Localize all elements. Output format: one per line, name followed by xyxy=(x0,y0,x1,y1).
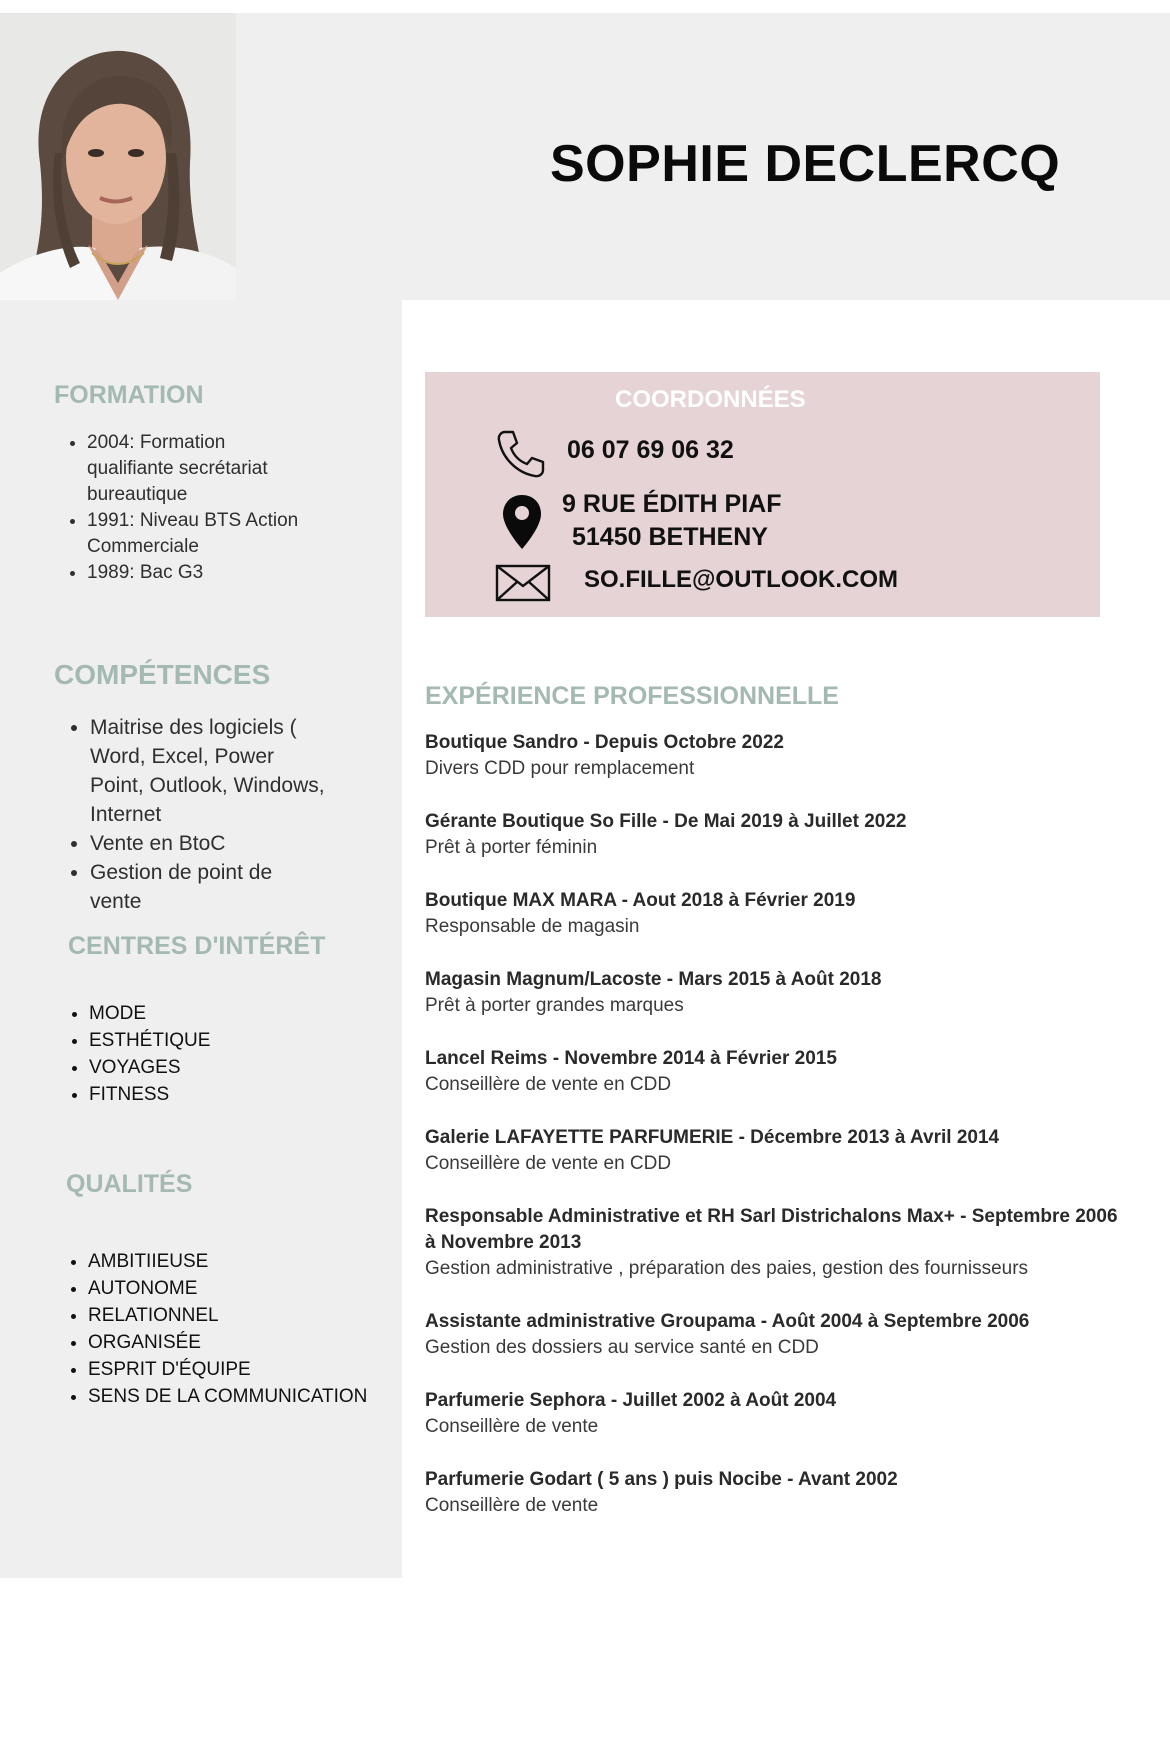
map-pin-icon xyxy=(500,493,544,551)
job-entry xyxy=(425,1467,1125,1519)
job-title: Gérante Boutique So Fille - De Mai 2019 à Juillet 2022 xyxy=(425,811,907,832)
formation-item: • 2004: Formation qualifiante secrétariat bureautique xyxy=(87,430,314,508)
job-title: Magasin Magnum/Lacoste - Mars 2015 à Août 2018 xyxy=(425,969,882,990)
job-entry xyxy=(425,1388,1125,1440)
competence-item: • Gestion de point de vente xyxy=(90,858,327,916)
job-entry xyxy=(425,888,1125,940)
formation-title: FORMATION xyxy=(54,381,204,409)
competences-list xyxy=(57,713,327,916)
job-entry xyxy=(425,1204,1125,1282)
address-street: 9 RUE ÉDITH PIAF xyxy=(562,490,782,518)
job-title: Boutique MAX MARA - Aout 2018 à Février 2019 xyxy=(425,890,856,911)
envelope-icon xyxy=(495,564,551,602)
formation-list xyxy=(54,430,314,586)
job-title: Responsable Administrative et RH Sarl Districhalons Max+ - Septembre 2006 à Novembre 2013 xyxy=(425,1206,1118,1253)
qualites-title: QUALITÉS xyxy=(66,1170,193,1198)
candidate-name: SOPHIE DECLERCQ xyxy=(550,135,1061,193)
job-description: Responsable de magasin xyxy=(425,916,640,937)
job-title: Lancel Reims - Novembre 2014 à Février 2015 xyxy=(425,1048,837,1069)
profile-photo xyxy=(0,13,236,300)
job-entry xyxy=(425,1309,1125,1361)
experience-list xyxy=(425,730,1125,1546)
qualite-item: • AMBITIIEUSE xyxy=(88,1248,395,1275)
qualite-item: • ORGANISÉE xyxy=(88,1329,395,1356)
experience-title: EXPÉRIENCE PROFESSIONNELLE xyxy=(425,682,839,710)
job-description: Gestion des dossiers au service santé en CDD xyxy=(425,1337,819,1358)
qualite-item: • AUTONOME xyxy=(88,1275,395,1302)
job-title: Parfumerie Godart ( 5 ans ) puis Nocibe - Avant 2002 xyxy=(425,1469,898,1490)
job-entry xyxy=(425,1125,1125,1177)
job-entry xyxy=(425,1046,1125,1098)
job-description: Divers CDD pour remplacement xyxy=(425,758,695,779)
job-entry xyxy=(425,967,1125,1019)
job-description: Conseillère de vente xyxy=(425,1416,599,1437)
profile-photo-illustration xyxy=(0,13,236,300)
interet-item: • ESTHÉTIQUE xyxy=(89,1027,376,1054)
job-description: Gestion administrative , préparation des paies, gestion des fournisseurs xyxy=(425,1258,1029,1279)
job-description: Prêt à porter féminin xyxy=(425,837,598,858)
interet-item: • MODE xyxy=(89,1000,376,1027)
job-title: Galerie LAFAYETTE PARFUMERIE - Décembre 2013 à Avril 2014 xyxy=(425,1127,1000,1148)
interet-item: • VOYAGES xyxy=(89,1054,376,1081)
competence-item: • Maitrise des logiciels ( Word, Excel, Power Point, Outlook, Windows, Internet xyxy=(90,713,327,829)
phone-icon xyxy=(495,428,547,480)
email-address: SO.FILLE@OUTLOOK.COM xyxy=(584,566,899,593)
job-title: Assistante administrative Groupama - Août 2004 à Septembre 2006 xyxy=(425,1311,1030,1332)
job-description: Prêt à porter grandes marques xyxy=(425,995,684,1016)
formation-item: • 1989: Bac G3 xyxy=(87,560,314,586)
interets-title: CENTRES D'INTÉRÊT xyxy=(68,932,326,960)
qualites-list xyxy=(55,1248,395,1410)
job-entry xyxy=(425,809,1125,861)
qualite-item: • SENS DE LA COMMUNICATION xyxy=(88,1383,395,1410)
job-entry xyxy=(425,730,1125,782)
interets-list xyxy=(56,1000,376,1108)
competence-item: • Vente en BtoC xyxy=(90,829,327,858)
job-description: Conseillère de vente en CDD xyxy=(425,1074,672,1095)
job-description: Conseillère de vente en CDD xyxy=(425,1153,672,1174)
job-title: Parfumerie Sephora - Juillet 2002 à Août 2004 xyxy=(425,1390,837,1411)
contact-title: COORDONNÉES xyxy=(615,386,806,413)
job-description: Conseillère de vente xyxy=(425,1495,599,1516)
interet-item: • FITNESS xyxy=(89,1081,376,1108)
qualite-item: • ESPRIT D'ÉQUIPE xyxy=(88,1356,395,1383)
phone-number: 06 07 69 06 32 xyxy=(567,436,734,464)
job-title: Boutique Sandro - Depuis Octobre 2022 xyxy=(425,732,784,753)
qualite-item: • RELATIONNEL xyxy=(88,1302,395,1329)
competences-title: COMPÉTENCES xyxy=(54,659,271,690)
formation-item: • 1991: Niveau BTS Action Commerciale xyxy=(87,508,314,560)
address-city: 51450 BETHENY xyxy=(572,523,768,551)
